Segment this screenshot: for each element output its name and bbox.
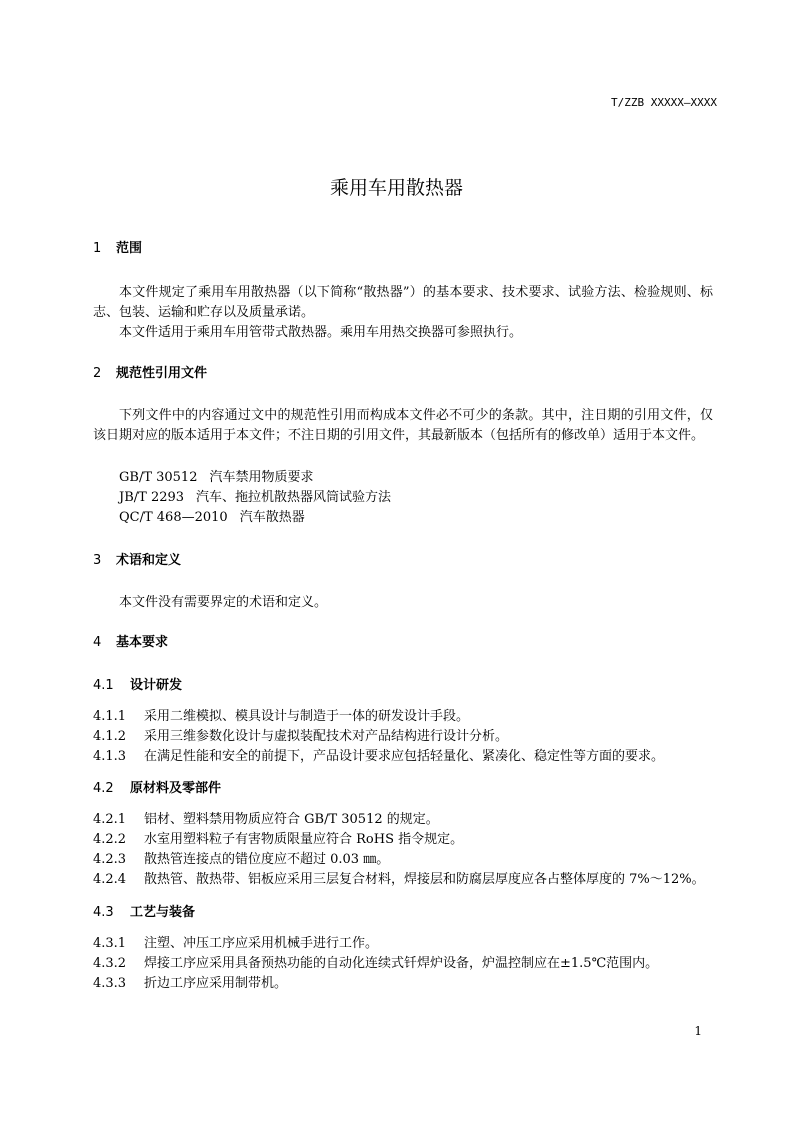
clause-text: 采用二维模拟、模具设计与制造于一体的研发设计手段。 (144, 709, 470, 724)
clause-number: 4.2.2 (93, 832, 127, 847)
clause-number: 4.1.2 (93, 729, 127, 744)
section-title: 术语和定义 (116, 553, 182, 568)
clause-text: 散热管连接点的错位度应不超过 0.03 ㎜。 (144, 852, 390, 867)
clause-text: 水室用塑料粒子有害物质限量应符合 RoHS 指令规定。 (144, 832, 464, 847)
clause-number: 4.2.3 (93, 852, 127, 867)
subsection-number: 4.1 (93, 678, 114, 693)
section-title: 基本要求 (116, 635, 169, 650)
reference-item (119, 511, 305, 524)
reference-code: JB/T 2293 (119, 490, 185, 505)
clause-number: 4.1.3 (93, 749, 127, 764)
section-title: 范围 (116, 241, 143, 256)
clause-text: 在满足性能和安全的前提下，产品设计要求应包括轻量化、紧凑化、稳定性等方面的要求。 (144, 749, 665, 764)
section-heading-terms (93, 554, 181, 567)
clause-number: 4.3.2 (93, 956, 127, 971)
clause-item (93, 750, 664, 763)
clause-item (93, 853, 389, 866)
subsection-title: 设计研发 (130, 678, 183, 693)
section-title: 规范性引用文件 (116, 366, 208, 381)
clause-text: 折边工序应采用制带机。 (144, 976, 288, 991)
clause-item (93, 977, 287, 990)
document-title: 乘用车用散热器 (329, 177, 463, 199)
clause-number: 4.1.1 (93, 709, 127, 724)
section-number: 2 (93, 366, 102, 381)
page-number: 1 (694, 1024, 702, 1038)
clause-text: 注塑、冲压工序应采用机械手进行工作。 (144, 936, 379, 951)
section-heading-basic-requirements (93, 636, 168, 649)
section-heading-scope (93, 242, 142, 255)
subsection-heading-design (93, 679, 182, 692)
clause-item (93, 937, 378, 950)
subsection-title: 工艺与装备 (130, 905, 196, 920)
clause-text: 焊接工序应采用具备预热功能的自动化连续式钎焊炉设备，炉温控制应在±1.5℃范围内。 (144, 956, 659, 971)
section-heading-normative-references (93, 367, 207, 380)
clause-text: 铝材、塑料禁用物质应符合 GB/T 30512 的规定。 (144, 812, 439, 827)
clause-text: 采用三维参数化设计与虚拟装配技术对产品结构进行设计分析。 (144, 729, 509, 744)
subsection-heading-process (93, 906, 195, 919)
subsection-title: 原材料及零部件 (130, 781, 222, 796)
reference-name: 汽车、拖拉机散热器风筒试验方法 (196, 490, 392, 505)
paragraph: 下列文件中的内容通过文中的规范性引用而构成本文件必不可少的条款。其中，注日期的引用文件，仅该日期对应的版本适用于本文件；不注日期的引用文件，其最新版本（包括所有的修改单）适用于本文件。 (93, 408, 713, 443)
paragraph: 本文件规定了乘用车用散热器（以下简称“散热器”）的基本要求、技术要求、试验方法、检验规则、标志、包装、运输和贮存以及质量承诺。 (93, 285, 713, 320)
section-number: 1 (93, 241, 102, 256)
reference-name: 汽车散热器 (239, 510, 305, 525)
paragraph: 本文件适用于乘用车用管带式散热器。乘用车用热交换器可参照执行。 (119, 325, 523, 340)
reference-item (119, 491, 391, 504)
section-number: 3 (93, 553, 102, 568)
subsection-number: 4.3 (93, 905, 114, 920)
clause-number: 4.3.1 (93, 936, 127, 951)
reference-item (119, 471, 314, 484)
clause-item (93, 730, 508, 743)
clause-text: 散热管、散热带、铝板应采用三层复合材料，焊接层和防腐层厚度应各占整体厚度的 7%～12%。 (144, 872, 705, 887)
subsection-heading-materials (93, 782, 221, 795)
clause-item (93, 813, 439, 826)
reference-code: GB/T 30512 (119, 470, 198, 485)
clause-number: 4.2.1 (93, 812, 127, 827)
clause-item (93, 957, 658, 970)
section-number: 4 (93, 635, 102, 650)
reference-code: QC/T 468—2010 (119, 510, 228, 525)
reference-name: 汽车禁用物质要求 (209, 470, 314, 485)
clause-item (93, 833, 463, 846)
subsection-number: 4.2 (93, 781, 114, 796)
clause-number: 4.3.3 (93, 976, 127, 991)
clause-item (93, 710, 469, 723)
document-code: T/ZZB XXXXX—XXXX (611, 96, 717, 109)
clause-number: 4.2.4 (93, 872, 127, 887)
paragraph: 本文件没有需要界定的术语和定义。 (119, 595, 328, 610)
clause-item (93, 873, 705, 886)
